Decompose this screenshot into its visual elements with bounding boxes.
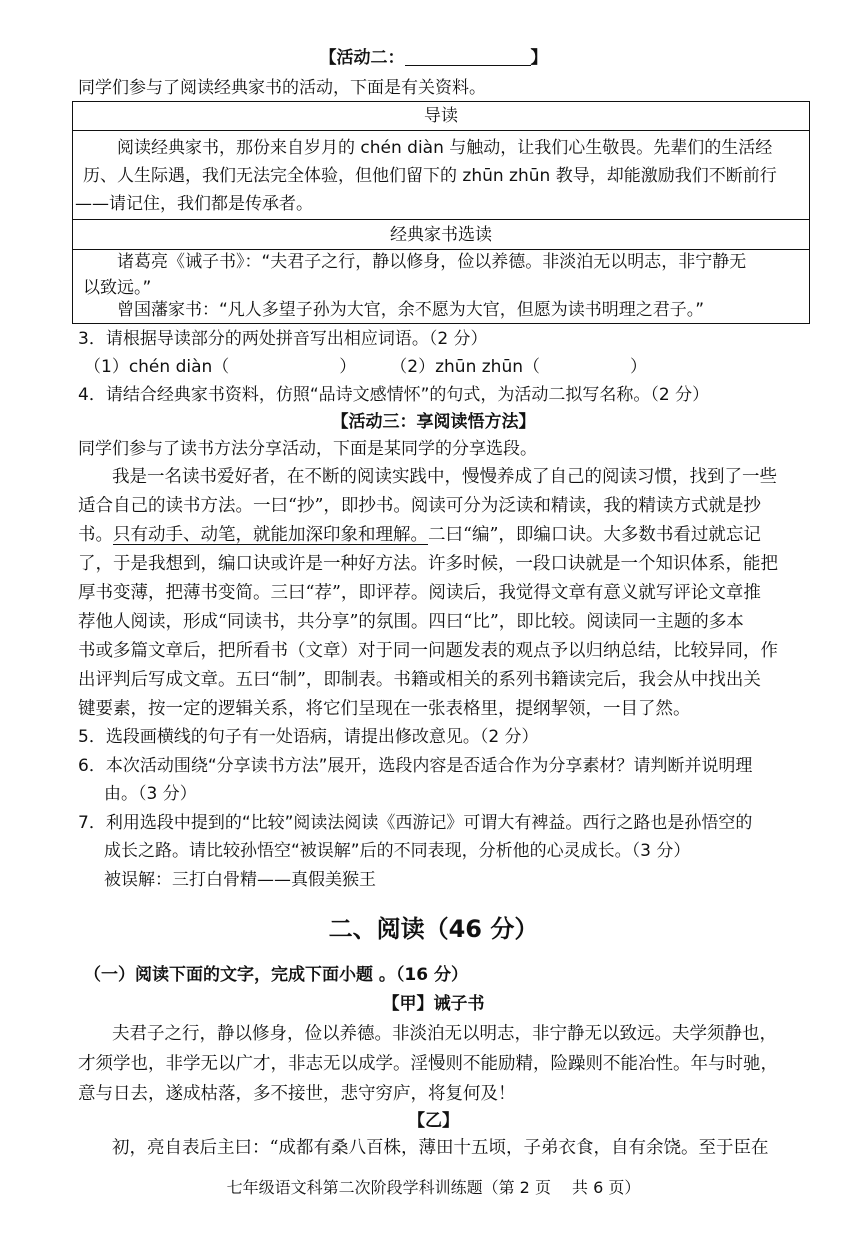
yi-title: 【乙】 <box>408 1111 459 1131</box>
passage-line: 荐他人阅读，形成“同读书，共分享”的氛围。四曰“比”，即比较。阅读同一主题的多本 <box>78 612 744 632</box>
passage-line: 我是一名读书爱好者，在不断的阅读实践中，慢慢养成了自己的阅读习惯，找到了一些 <box>112 467 777 487</box>
selection-line: 曾国藩家书：“凡人多望子孙为大官，余不愿为大官，但愿为读书明理之君子。” <box>117 300 705 320</box>
activity2-intro: 同学们参与了阅读经典家书的活动，下面是有关资料。 <box>78 78 486 98</box>
passage-line: 键要素，按一定的逻辑关系，将它们呈现在一张表格里，提纲挈领，一目了然。 <box>78 699 691 719</box>
activity3-intro: 同学们参与了读书方法分享活动，下面是某同学的分享选段。 <box>78 439 537 459</box>
passage-line: 厚书变薄，把薄书变简。三曰“荐”，即评荐。阅读后，我觉得文章有意义就写评论文章推 <box>78 583 761 603</box>
passage-pre: 书。 <box>78 525 113 545</box>
question-3-subs <box>84 355 647 379</box>
yi-line: 初，亮自表后主曰：“成都有桑八百株，薄田十五顷，子弟衣食，自有余饶。至于臣在 <box>112 1138 769 1158</box>
question-3: 3．请根据导读部分的两处拼音写出相应词语。（2 分） <box>78 329 488 349</box>
guide-header: 导读 <box>424 106 458 126</box>
passage-line: 适合自己的读书方法。一曰“抄”，即抄书。阅读可分为泛读和精读，我的精读方式就是抄 <box>78 496 761 516</box>
selection-line: 诸葛亮《诫子书》：“夫君子之行，静以修身，俭以养德。非淡泊无以明志，非宁静无 <box>117 252 747 272</box>
table-divider <box>73 219 809 220</box>
selection-line: 以致远。” <box>83 278 152 298</box>
question-5: 5．选段画横线的句子有一处语病，请提出修改意见。（2 分） <box>78 727 539 747</box>
activity2-title-suffix: 】 <box>530 48 548 68</box>
materials-table <box>72 101 810 324</box>
q3-sub2: （2）zhūn zhūn（ <box>390 357 540 377</box>
jia-line: 意与日去，遂成枯落，多不接世，悲守穷庐，将复何及！ <box>78 1084 516 1104</box>
jia-line: 夫君子之行，静以修身，俭以养德。非淡泊无以明志，非宁静无以致远。夫学须静也， <box>112 1024 777 1044</box>
activity3-title: 【活动三：享阅读悟方法】 <box>331 412 536 432</box>
passage-line: 出评判后写成文章。五曰“制”，即制表。书籍或相关的系列书籍读完后，我会从中找出关 <box>78 670 761 690</box>
question-6-cont: 由。（3 分） <box>104 784 197 804</box>
guide-line: 历、人生际遇，我们无法完全体验，但他们留下的 zhūn zhūn 教导，却能激励我们不断前行 <box>83 166 777 186</box>
page-footer: 七年级语文科第二次阶段学科训练题（第 2 页 共 6 页） <box>226 1178 641 1197</box>
q3-sub2-close: ） <box>630 357 647 377</box>
section-title: 二、阅读（46 分） <box>328 915 539 943</box>
guide-line: 阅读经典家书，那份来自岁月的 chén diàn 与触动，让我们心生敬畏。先辈们的生活经 <box>117 138 773 158</box>
guide-line: ——请记住，我们都是传承者。 <box>75 194 313 214</box>
question-7-cont: 成长之路。请比较孙悟空“被误解”后的不同表现，分析他的心灵成长。（3 分） <box>104 841 691 861</box>
underlined-sentence: 只有动手、动笔，就能加深印象和理解。 <box>113 525 428 545</box>
passage-line: 了，于是我想到，编口诀或许是一种好方法。许多时候，一段口诀就是一个知识体系，能把 <box>78 554 778 574</box>
activity2-title-prefix: 【活动二： <box>319 48 405 68</box>
question-6: 6．本次活动围绕“分享读书方法”展开，选段内容是否适合作为分享素材？请判断并说明理 <box>78 756 753 776</box>
selection-header: 经典家书选读 <box>390 225 492 245</box>
passage-line: 书或多篇文章后，把所看书（文章）对于同一问题发表的观点予以归纳总结，比较异同，作 <box>78 641 778 661</box>
activity2-title <box>0 46 867 70</box>
q3-sub1: （1）chén diàn（ <box>84 357 230 377</box>
jia-title: 【甲】诫子书 <box>382 994 485 1014</box>
question-7-hint: 被误解：三打白骨精——真假美猴王 <box>104 870 376 890</box>
reading-part-1: （一）阅读下面的文字，完成下面小题 。（16 分） <box>84 965 468 985</box>
table-divider <box>73 130 809 131</box>
q3-sub1-close: ） <box>339 357 357 377</box>
passage-line-underlined <box>78 523 761 547</box>
jia-line: 才须学也，非学无以广才，非志无以成学。淫慢则不能励精，险躁则不能冶性。年与时驰， <box>78 1054 778 1074</box>
passage-post: 二曰“编”，即编口诀。大多数书看过就忘记 <box>428 525 761 545</box>
question-7: 7．利用选段中提到的“比较”阅读法阅读《西游记》可谓大有裨益。西行之路也是孙悟空的 <box>78 813 753 833</box>
question-4: 4．请结合经典家书资料，仿照“品诗文感情怀”的句式，为活动二拟写名称。（2 分） <box>78 385 710 405</box>
activity2-name-blank[interactable] <box>405 47 531 66</box>
